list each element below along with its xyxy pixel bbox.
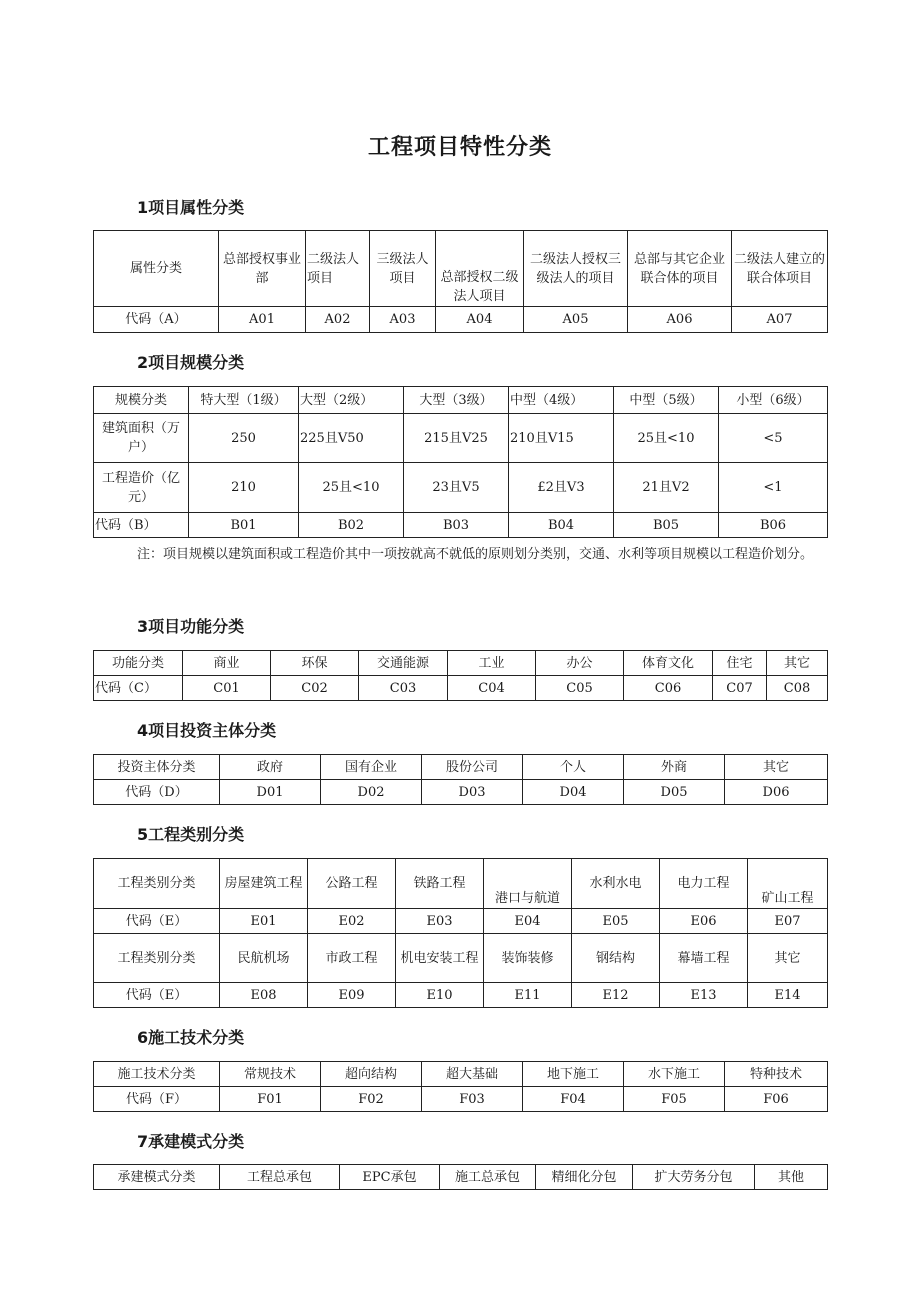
table-cell: 250 [189,414,299,463]
table-cell: 代码（F） [94,1087,220,1112]
table-contract-mode [93,1164,828,1190]
table-cell: E11 [484,983,572,1008]
table-cell: 大型（2级） [299,387,404,414]
table-cell: C06 [624,676,713,701]
table-cell: E12 [572,983,660,1008]
table-cell: 施工技术分类 [94,1062,220,1087]
table-cell: E13 [660,983,748,1008]
table-cell: 公路工程 [308,859,396,909]
table-row [94,1062,828,1087]
table-row [94,755,828,780]
table-cell: E02 [308,909,396,934]
table-cell: 代码（D） [94,780,220,805]
table-cell: B01 [189,513,299,538]
table-cell: C05 [536,676,624,701]
table-project-investor [93,754,828,805]
table-cell: 特大型（1级） [189,387,299,414]
table-cell: 民航机场 [220,934,308,983]
table-cell: 总部授权二级法人项目 [436,231,524,307]
table-cell: 住宅 [713,651,767,676]
table-construction-technique [93,1061,828,1112]
table-cell: 代码（B） [94,513,189,538]
table-cell: 幕墙工程 [660,934,748,983]
page-title: 工程项目特性分类 [367,135,552,160]
table-cell: 房屋建筑工程 [220,859,308,909]
table-row [94,780,828,805]
table-cell: 铁路工程 [396,859,484,909]
table-cell: 施工总承包 [440,1165,536,1190]
section-heading-contract-mode: 7承建模式分类 [137,1132,245,1151]
table-cell: 二级法人授权三级法人的项目 [524,231,628,307]
table-row [94,1087,828,1112]
table-cell: 代码（E） [94,909,220,934]
table-cell: 210且V15 [509,414,614,463]
table-cell: 215且V25 [404,414,509,463]
table-cell: D02 [321,780,422,805]
table-cell: D05 [624,780,725,805]
table-cell: C07 [713,676,767,701]
table-cell: <5 [719,414,828,463]
table-cell: 常规技术 [220,1062,321,1087]
table-cell: C02 [271,676,359,701]
table-cell: 二级法人建立的联合体项目 [732,231,828,307]
table-row [94,934,828,983]
table-cell: 特种技术 [725,1062,828,1087]
table-cell: 机电安装工程 [396,934,484,983]
table-cell: 环保 [271,651,359,676]
table-row [94,463,828,513]
table-cell: 政府 [220,755,321,780]
table-cell: 功能分类 [94,651,183,676]
table-cell: B02 [299,513,404,538]
section-heading-attribute: 1项目属性分类 [137,198,245,217]
table-cell: 投资主体分类 [94,755,220,780]
table-row [94,859,828,909]
table-cell: A05 [524,307,628,333]
table-cell: D01 [220,780,321,805]
table-cell: 25且<10 [299,463,404,513]
table-cell: F01 [220,1087,321,1112]
table-row [94,307,828,333]
table-row [94,231,828,307]
table-cell: E03 [396,909,484,934]
table-cell: 工业 [448,651,536,676]
table-project-attribute [93,230,828,333]
table-cell: 大型（3级） [404,387,509,414]
table-cell: 建筑面积（万户） [94,414,189,463]
table-cell: 23且V5 [404,463,509,513]
table-cell: EPC承包 [340,1165,440,1190]
table-cell: 国有企业 [321,755,422,780]
table-row [94,387,828,414]
table-cell: A04 [436,307,524,333]
table-cell: E01 [220,909,308,934]
table-cell: 代码（C） [94,676,183,701]
section-heading-category: 5工程类别分类 [137,825,245,844]
table-cell: 总部授权事业部 [219,231,306,307]
table-cell: E10 [396,983,484,1008]
table-cell: 其它 [748,934,828,983]
table-cell: E14 [748,983,828,1008]
table-cell: 股份公司 [422,755,523,780]
section-heading-investor: 4项目投资主体分类 [137,721,277,740]
scale-note: 注：项目规模以建筑面积或工程造价其中一项按就高不就低的原则划分类别，交通、水利等项目规模以工程造价划分。 [137,547,814,562]
table-cell: 其他 [755,1165,828,1190]
table-project-scale [93,386,828,538]
table-cell: F05 [624,1087,725,1112]
table-cell: 总部与其它企业联合体的项目 [628,231,732,307]
table-cell: 其它 [767,651,828,676]
table-cell: 210 [189,463,299,513]
table-cell: E06 [660,909,748,934]
table-cell: 精细化分包 [536,1165,633,1190]
table-cell: E08 [220,983,308,1008]
table-cell: 中型（5级） [614,387,719,414]
table-cell: B06 [719,513,828,538]
table-cell: 装饰装修 [484,934,572,983]
table-cell: A01 [219,307,306,333]
table-cell: E05 [572,909,660,934]
table-cell: £2且V3 [509,463,614,513]
table-cell: D04 [523,780,624,805]
table-cell: 三级法人项目 [370,231,436,307]
table-cell: <1 [719,463,828,513]
table-cell: 水下施工 [624,1062,725,1087]
table-cell: 工程类别分类 [94,934,220,983]
table-cell: 小型（6级） [719,387,828,414]
table-cell: 钢结构 [572,934,660,983]
section-heading-technique: 6施工技术分类 [137,1028,245,1047]
table-cell: C08 [767,676,828,701]
table-cell: 电力工程 [660,859,748,909]
table-row [94,676,828,701]
table-cell: F06 [725,1087,828,1112]
table-cell: E07 [748,909,828,934]
table-cell: F03 [422,1087,523,1112]
table-cell: B05 [614,513,719,538]
table-cell: 二级法人项目 [306,231,370,307]
table-cell: D03 [422,780,523,805]
table-cell: 225且V50 [299,414,404,463]
table-cell: 商业 [183,651,271,676]
table-cell: C04 [448,676,536,701]
table-cell: 扩大劳务分包 [633,1165,755,1190]
table-cell: E09 [308,983,396,1008]
table-row [94,983,828,1008]
table-cell: 25且<10 [614,414,719,463]
table-cell: 地下施工 [523,1062,624,1087]
table-cell: 矿山工程 [748,859,828,909]
section-heading-scale: 2项目规模分类 [137,353,245,372]
table-cell: 交通能源 [359,651,448,676]
table-cell: F04 [523,1087,624,1112]
table-cell: 水利水电 [572,859,660,909]
table-cell: 规模分类 [94,387,189,414]
table-cell: 超大基础 [422,1062,523,1087]
table-cell: 21且V2 [614,463,719,513]
table-row [94,1165,828,1190]
table-cell: C01 [183,676,271,701]
table-cell: 个人 [523,755,624,780]
table-cell: C03 [359,676,448,701]
table-cell: 承建模式分类 [94,1165,220,1190]
table-cell: 外商 [624,755,725,780]
table-cell: A03 [370,307,436,333]
table-project-function [93,650,828,701]
table-cell: 办公 [536,651,624,676]
table-cell: A07 [732,307,828,333]
table-project-category [93,858,828,1008]
table-cell: A02 [306,307,370,333]
table-cell: 市政工程 [308,934,396,983]
table-cell: 代码（E） [94,983,220,1008]
table-cell: 代码（A） [94,307,219,333]
table-row [94,414,828,463]
table-cell: 属性分类 [94,231,219,307]
table-cell: 中型（4级） [509,387,614,414]
table-cell: 工程类别分类 [94,859,220,909]
table-cell: B03 [404,513,509,538]
table-cell: 工程总承包 [220,1165,340,1190]
table-row [94,513,828,538]
table-cell: 超向结构 [321,1062,422,1087]
table-row [94,651,828,676]
table-cell: A06 [628,307,732,333]
table-cell: B04 [509,513,614,538]
table-cell: 体育文化 [624,651,713,676]
table-cell: 其它 [725,755,828,780]
table-cell: 港口与航道 [484,859,572,909]
table-row [94,909,828,934]
section-heading-function: 3项目功能分类 [137,617,245,636]
table-cell: 工程造价（亿元） [94,463,189,513]
table-cell: E04 [484,909,572,934]
table-cell: D06 [725,780,828,805]
table-cell: F02 [321,1087,422,1112]
